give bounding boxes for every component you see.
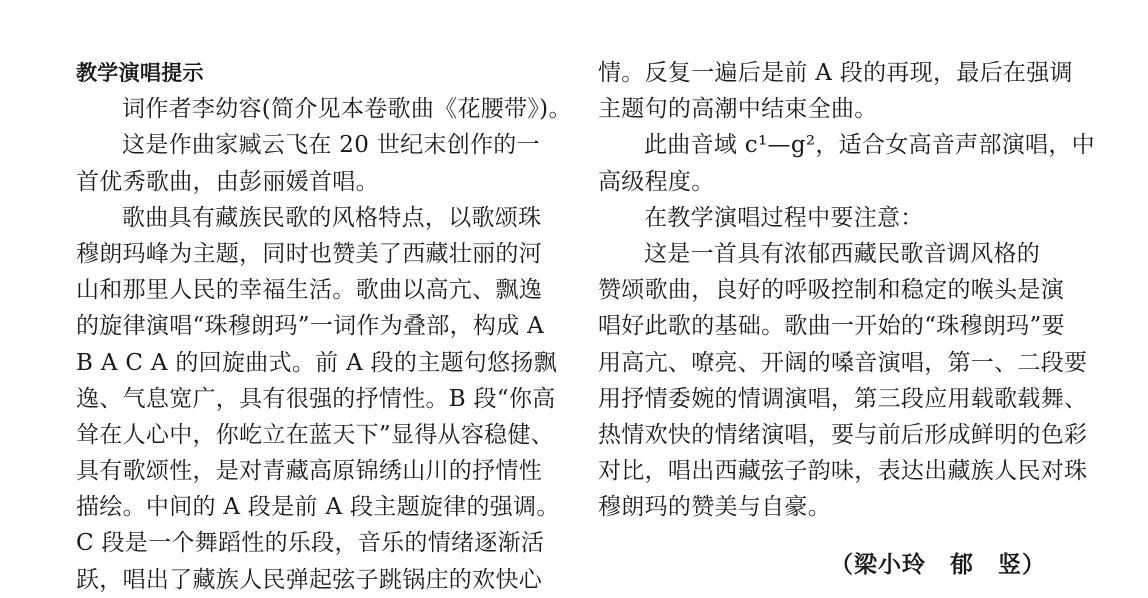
paragraph-line: 高级程度。 xyxy=(598,168,715,195)
paragraph-line: B A C A 的回旋曲式。前 A 段的主题句悠扬飘 xyxy=(76,349,557,376)
paragraph-line: 用高亢、嘹亮、开阔的嗓音演唱，第一、二段要 xyxy=(598,349,1088,376)
paragraph-line: 对比，唱出西藏弦子韵味，表达出藏族人民对珠 xyxy=(598,458,1088,485)
paragraph-line: 词作者李幼容(简介见本卷歌曲《花腰带》)。 xyxy=(122,96,572,123)
right-column xyxy=(598,55,1095,525)
paragraph-line: 山和那里人民的幸福生活。歌曲以高亢、飘逸 xyxy=(76,277,542,304)
paragraph-line: 穆朗玛峰为主题，同时也赞美了西藏壮丽的河 xyxy=(76,240,542,267)
paragraph-line: 唱好此歌的基础。歌曲一开始的“珠穆朗玛”要 xyxy=(598,313,1065,340)
paragraph-line: 的旋律演唱“珠穆朗玛”一词作为叠部，构成 A xyxy=(76,313,545,340)
paragraph-line: C 段是一个舞蹈性的乐段，音乐的情绪逐渐活 xyxy=(76,530,545,557)
paragraph-line: 热情欢快的情绪演唱，要与前后形成鲜明的色彩 xyxy=(598,421,1088,448)
section-heading: 教学演唱提示 xyxy=(76,61,204,85)
author-signature: （梁小玲 郁 竖） xyxy=(830,552,1046,578)
paragraph-line: 用抒情委婉的情调演唱，第三段应用载歌载舞、 xyxy=(598,385,1088,412)
paragraph-line: 首优秀歌曲，由彭丽媛首唱。 xyxy=(76,168,379,195)
paragraph-line: 这是一首具有浓郁西藏民歌音调风格的 xyxy=(644,240,1041,267)
paragraph-line: 描绘。中间的 A 段是前 A 段主题旋律的强调。 xyxy=(76,494,560,521)
paragraph-line: 这是作曲家臧云飞在 20 世纪末创作的一 xyxy=(122,132,540,159)
paragraph-line: 逸、气息宽广，具有很强的抒情性。B 段“你高 xyxy=(76,385,556,412)
paragraph-line: 耸在人心中，你屹立在蓝天下”显得从容稳健、 xyxy=(76,421,555,448)
left-column xyxy=(76,55,572,593)
paragraph-line: 在教学演唱过程中要注意： xyxy=(644,204,924,231)
paragraph-line: 此曲音域 c¹—g²，适合女高音声部演唱，中 xyxy=(644,132,1095,159)
paragraph-line: 具有歌颂性，是对青藏高原锦绣山川的抒情性 xyxy=(76,458,542,485)
paragraph-line: 主题句的高潮中结束全曲。 xyxy=(598,96,878,123)
paragraph-line: 穆朗玛的赞美与自豪。 xyxy=(598,494,831,521)
paragraph-line: 赞颂歌曲，良好的呼吸控制和稳定的喉头是演 xyxy=(598,277,1064,304)
paragraph-line: 歌曲具有藏族民歌的风格特点，以歌颂珠 xyxy=(122,204,542,231)
paragraph-line-cut: 跃，唱出了藏族人民弹起弦子跳锅庄的欢快心 xyxy=(76,566,542,593)
paragraph-line: 情。反复一遍后是前 A 段的再现，最后在强调 xyxy=(598,60,1073,86)
